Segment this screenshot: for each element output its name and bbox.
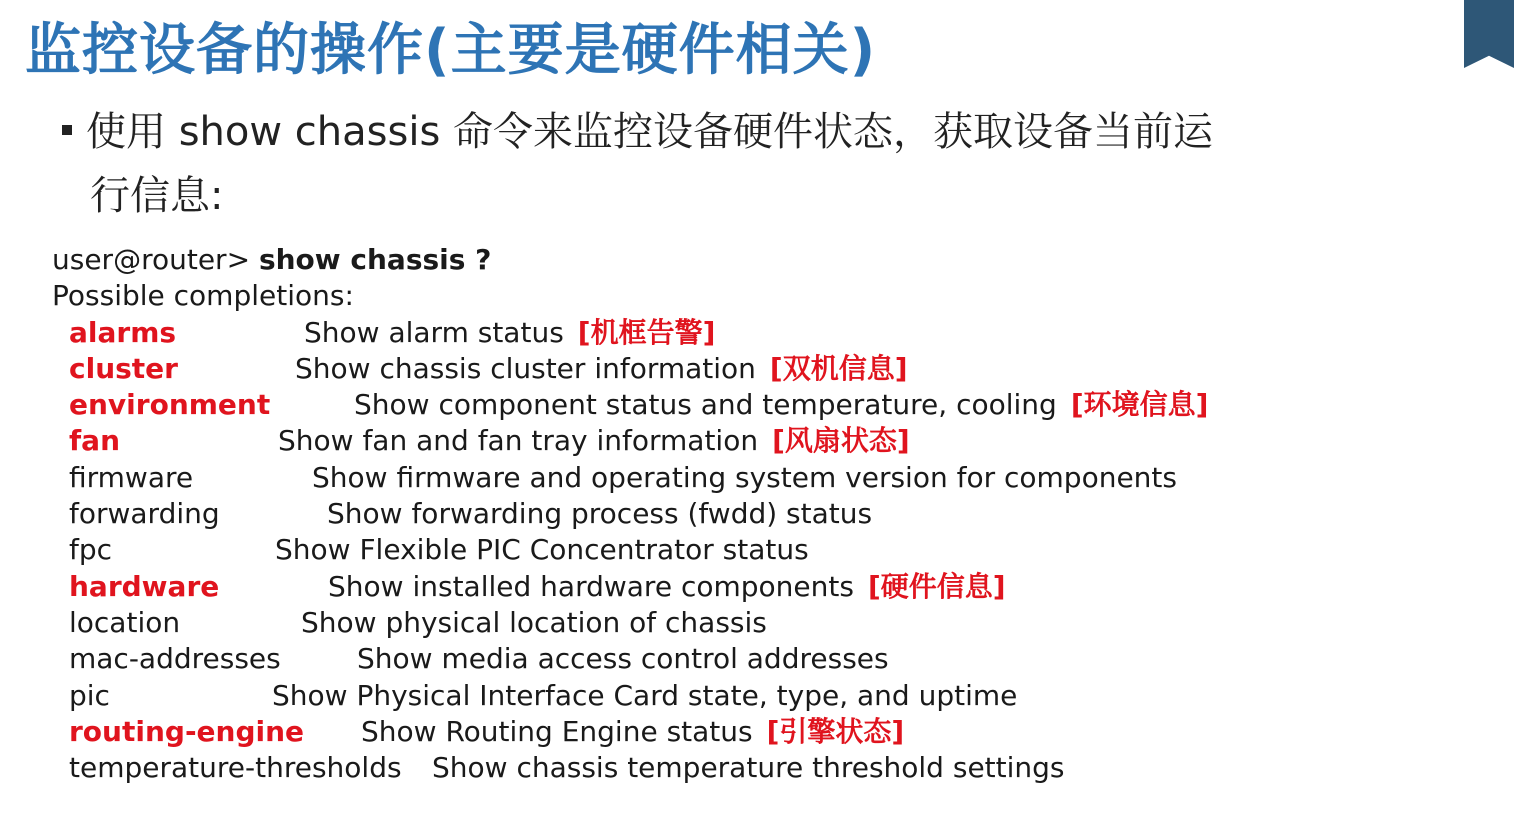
completion-command: alarms — [69, 315, 177, 349]
completion-command: temperature-thresholds — [69, 751, 402, 785]
completion-description — [357, 641, 889, 677]
completions-header: Possible completions: — [52, 279, 354, 313]
completion-row — [52, 532, 809, 568]
bullet-point — [62, 100, 1482, 228]
description-text: Show Physical Interface Card state, type, and uptime — [272, 678, 1018, 712]
completion-command: location — [69, 605, 181, 639]
description-text: Show fan and fan tray information — [278, 424, 759, 458]
description-text: Show alarm status — [304, 315, 564, 349]
completion-description — [301, 605, 767, 641]
completion-row — [52, 423, 910, 459]
completion-description — [275, 532, 809, 568]
completion-description — [312, 460, 1177, 496]
completion-description — [272, 678, 1017, 714]
completion-command: fan — [69, 424, 121, 458]
cli-prompt: user@router> — [52, 243, 259, 276]
cli-output — [52, 242, 1209, 786]
completion-description — [295, 351, 908, 387]
description-text: Show installed hardware components — [328, 569, 854, 603]
bullet-text-line2: 行信息: — [90, 173, 224, 219]
annotation-tag: [机框告警] — [577, 315, 716, 349]
completion-description — [278, 423, 910, 459]
annotation-tag: [环境信息] — [1070, 388, 1209, 422]
description-text: Show Routing Engine status — [361, 714, 753, 748]
completion-command: firmware — [69, 460, 194, 494]
description-text: Show component status and temperature, cooling — [354, 388, 1057, 422]
corner-decoration — [1464, 0, 1514, 68]
completion-command: fpc — [69, 533, 113, 567]
bullet-square-icon — [62, 125, 72, 135]
bullet-text-line1: 使用 show chassis 命令来监控设备硬件状态，获取设备当前运 — [86, 109, 1214, 155]
completion-description — [361, 714, 904, 750]
completion-row — [52, 641, 889, 677]
completion-description — [304, 315, 715, 351]
cli-command: show chassis ? — [258, 243, 492, 276]
annotation-tag: [双机信息] — [769, 351, 908, 385]
completion-description — [432, 750, 1065, 786]
description-text: Show chassis temperature threshold settings — [432, 751, 1065, 785]
description-text: Show media access control addresses — [357, 642, 889, 676]
completion-command: cluster — [69, 351, 178, 385]
description-text: Show chassis cluster information — [295, 351, 756, 385]
completion-command: mac-addresses — [69, 642, 281, 676]
description-text: Show Flexible PIC Concentrator status — [275, 533, 809, 567]
description-text: Show physical location of chassis — [301, 605, 767, 639]
completion-row — [52, 460, 1177, 496]
completion-row — [52, 496, 873, 532]
completion-command: hardware — [69, 569, 220, 603]
completion-description — [354, 387, 1208, 423]
annotation-tag: [风扇状态] — [772, 424, 910, 458]
slide-title: 监控设备的操作(主要是硬件相关) — [25, 18, 877, 83]
completion-row — [52, 315, 716, 351]
completion-command: environment — [69, 388, 271, 422]
completion-row — [52, 714, 905, 750]
completion-row — [52, 387, 1209, 423]
cli-prompt-line — [52, 242, 491, 278]
annotation-tag: [硬件信息] — [867, 569, 1006, 603]
completion-command: routing-engine — [69, 714, 305, 748]
completion-description — [328, 569, 1006, 605]
completion-command: forwarding — [69, 497, 220, 531]
description-text: Show forwarding process (fwdd) status — [327, 497, 873, 531]
description-text: Show firmware and operating system version for components — [312, 460, 1177, 494]
completion-description — [327, 496, 872, 532]
completion-row — [52, 750, 1065, 786]
completion-row — [52, 351, 908, 387]
annotation-tag: [引擎状态] — [766, 714, 905, 748]
completion-row — [52, 569, 1006, 605]
completion-row — [52, 605, 767, 641]
completion-command: pic — [69, 678, 110, 712]
completion-row — [52, 678, 1018, 714]
